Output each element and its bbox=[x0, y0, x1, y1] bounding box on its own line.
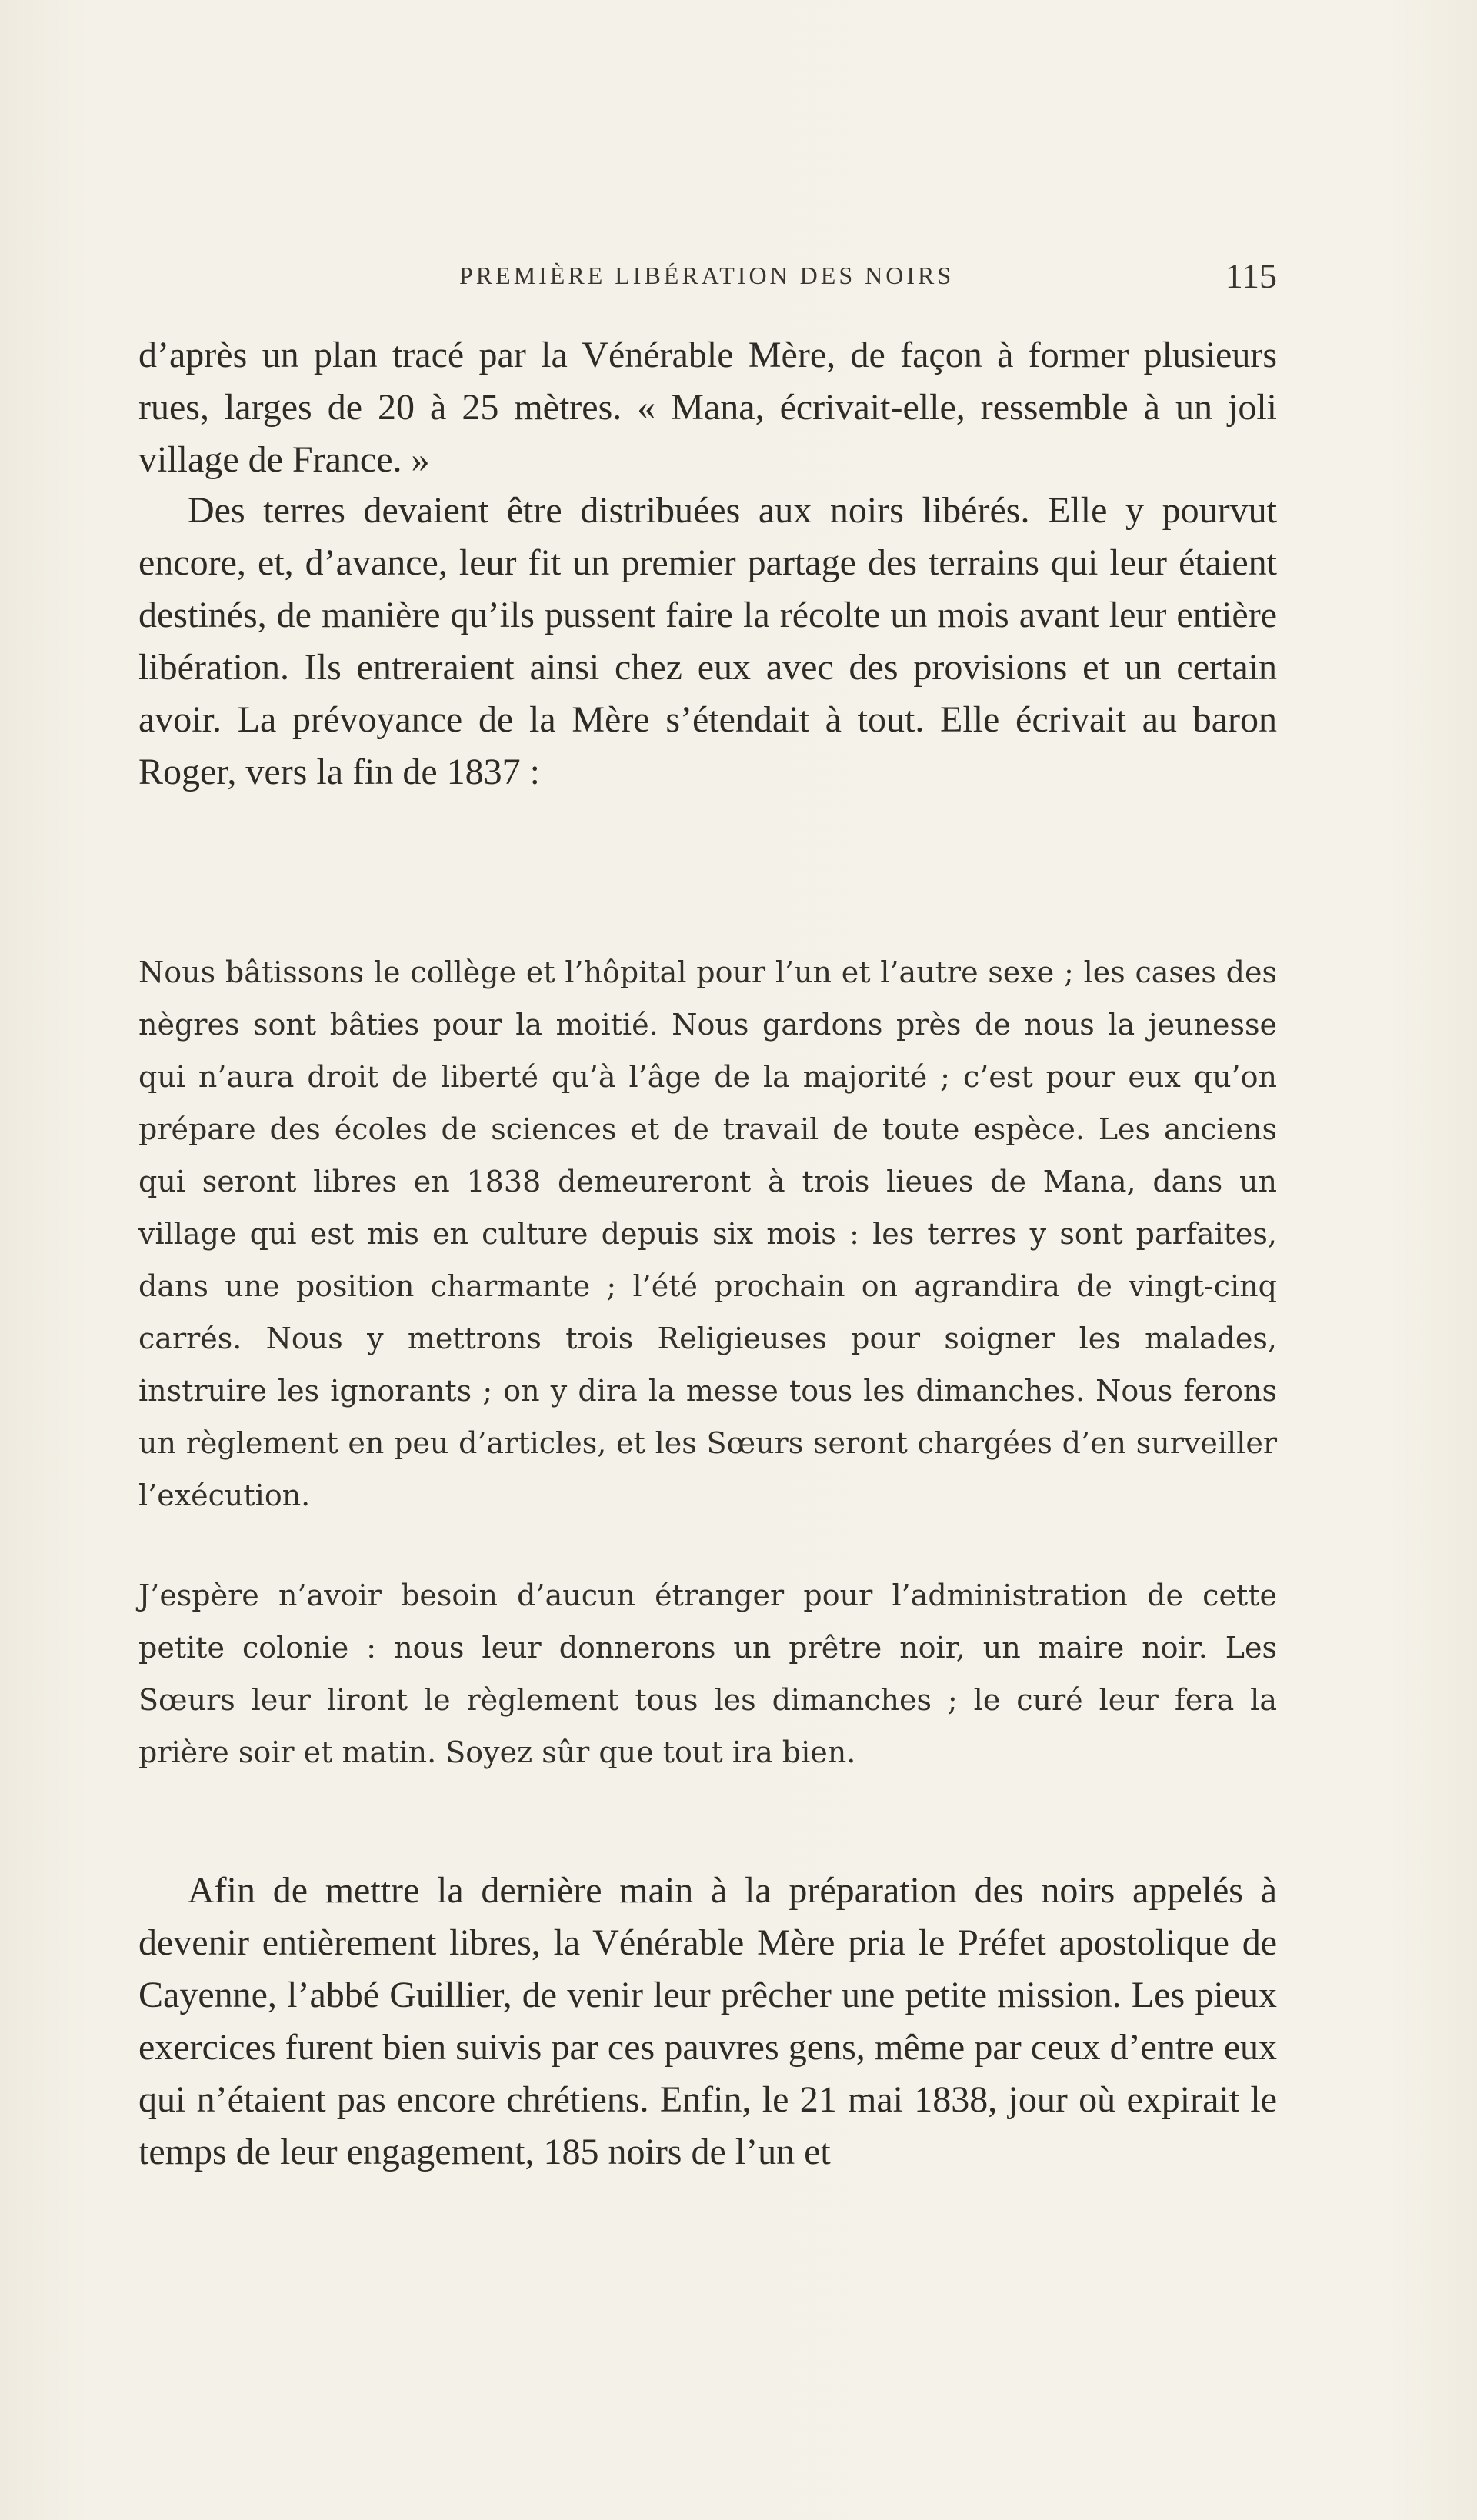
quotation-1-text: Nous bâtissons le collège et l’hôpital pour l’un et l’autre sexe ; les cases des nègres sont bâties pour la moitié. Nous gardons près de nous la jeunesse qui n’aura droit de liberté qu’à l’âge de la majorité ; c’est pour eux qu’on prépare des écoles de sciences et de travail de toute espèce. Les anciens qui seront libres en 1838 demeureront à trois lieues de Mana, dans un village qui est mis en culture depuis six mois : les terres y sont parfaites, dans une position charmante ; l’été prochain on agrandira de vingt-cinq carrés. Nous y mettrons trois Religieuses pour soigner les malades, instruire les ignorants ; on y dira la messe tous les dimanches. Nous ferons un règlement en peu d’articles, et les Sœurs seront chargées d’en surveiller l’exécution. bbox=[138, 955, 1277, 1512]
paragraph-3 bbox=[138, 1865, 1277, 2178]
paragraph-1 bbox=[138, 329, 1277, 486]
quotation-2 bbox=[138, 1569, 1277, 1778]
running-title: PREMIÈRE LIBÉRATION DES NOIRS bbox=[459, 262, 955, 289]
paragraph-1-text: d’après un plan tracé par la Vénérable Mère, de façon à former plusieurs rues, larges de 20 à 25 mètres. « Mana, écrivait-elle, ressemble à un joli village de France. » bbox=[138, 335, 1277, 480]
page-number: 115 bbox=[1225, 256, 1277, 295]
quotation-2-text: J’espère n’avoir besoin d’aucun étranger pour l’administration de cette petite colonie : nous leur donnerons un prêtre noir, un maire noir. Les Sœurs leur liront le règlement tous les dimanches ; le curé leur fera la prière soir et matin. Soyez sûr que tout ira bien. bbox=[138, 1578, 1277, 1769]
paragraph-3-text: Afin de mettre la dernière main à la préparation des noirs appelés à devenir entièrement libres, la Vénérable Mère pria le Préfet apostolique de Cayenne, l’abbé Guillier, de venir leur prêcher une petite mission. Les pieux exercices furent bien suivis par ces pauvres gens, même par ceux d’entre eux qui n’étaient pas encore chrétiens. Enfin, le 21 mai 1838, jour où expirait le temps de leur engagement, 185 noirs de l’un et bbox=[138, 1870, 1277, 2172]
running-head bbox=[138, 255, 1277, 294]
quotation-1 bbox=[138, 946, 1277, 1522]
paragraph-2-text: Des terres devaient être distribuées aux noirs libérés. Elle y pourvut encore, et, d’avance, leur fit un premier partage des terrains qui leur étaient destinés, de manière qu’ils pussent faire la récolte un mois avant leur entière libération. Ils entreraient ainsi chez eux avec des provisions et un certain avoir. La prévoyance de la Mère s’étendait à tout. Elle écrivait au baron Roger, vers la fin de 1837 : bbox=[138, 490, 1277, 792]
paragraph-2 bbox=[138, 485, 1277, 798]
